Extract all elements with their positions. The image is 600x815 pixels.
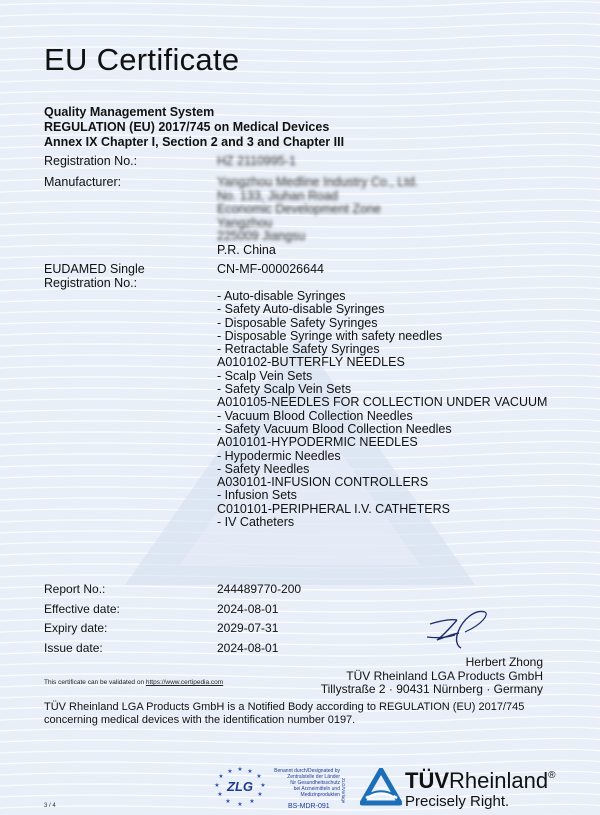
zlg-authority-line: für Gesundheitsschutz — [290, 780, 340, 786]
product-item: - Auto-disable Syringes — [217, 289, 346, 303]
product-category: C010101-PERIPHERAL I.V. CATHETERS — [217, 501, 450, 516]
effective-date-value: 2024-08-01 — [217, 601, 279, 616]
signer-block — [321, 656, 543, 697]
manufacturer-country: P.R. China — [217, 242, 276, 257]
svg-text:★: ★ — [249, 799, 255, 805]
expiry-date-label: Expiry date: — [44, 621, 108, 635]
expiry-date-value: 2029-07-31 — [217, 621, 279, 635]
zlg-logo-icon — [212, 764, 268, 810]
zlg-authority-line: bei Arzneimitteln und — [293, 786, 340, 792]
manufacturer-street: No. 133, Jiuhan Road — [217, 188, 338, 203]
svg-text:★: ★ — [260, 783, 266, 789]
product-item: - Vacuum Blood Collection Needles — [217, 408, 413, 423]
scope-line-3: Annex IX Chapter I, Section 2 and 3 and Chapter III — [44, 135, 345, 149]
effective-date-label: Effective date: — [44, 601, 120, 616]
product-item: - Disposable Safety Syringes — [217, 315, 378, 330]
svg-text:★: ★ — [214, 783, 220, 789]
expiry-date-row — [44, 621, 344, 641]
validation-note — [44, 679, 223, 686]
eudamed-label-line-1: EUDAMED Single — [44, 262, 145, 276]
scope-line-2: REGULATION (EU) 2017/745 on Medical Devices — [44, 120, 330, 134]
product-category: A010102-BUTTERFLY NEEDLES — [217, 355, 405, 370]
effective-date-row — [44, 602, 344, 622]
svg-text:★: ★ — [227, 769, 233, 775]
report-no-label: Report No.: — [44, 582, 106, 596]
certipedia-link[interactable]: https://www.certipedia.com — [145, 679, 224, 686]
product-item: - Retractable Safety Syringes — [217, 342, 380, 357]
product-item: - Safety Scalp Vein Sets — [217, 382, 352, 397]
product-item: - Safety Vacuum Blood Collection Needles — [217, 421, 452, 436]
manufacturer-label: Manufacturer: — [44, 175, 122, 189]
registration-no-value: HZ 2110995-1 — [217, 154, 296, 168]
svg-text:★: ★ — [218, 774, 224, 780]
svg-text:★: ★ — [247, 769, 253, 775]
registration-no-label: Registration No.: — [44, 154, 138, 168]
zlg-designated-by: Benannt durch/Designated by — [274, 768, 340, 774]
product-list — [217, 290, 547, 529]
product-item: - Disposable Syringe with safety needles — [217, 328, 443, 343]
product-item: - Hypodermic Needles — [217, 448, 341, 463]
signature-icon — [425, 604, 495, 649]
validation-text: This certificate can be validated on — [44, 679, 146, 686]
issue-date-label: Issue date: — [44, 640, 103, 655]
product-item: - Scalp Vein Sets — [217, 368, 313, 383]
issue-date-row — [44, 641, 344, 661]
product-item: - Infusion Sets — [217, 488, 297, 503]
svg-text:★: ★ — [225, 799, 231, 805]
eudamed-label-line-2: Registration No.: — [44, 275, 138, 290]
manufacturer-zone: Economic Development Zone — [217, 202, 381, 216]
page-number: 3 / 4 — [44, 803, 56, 809]
tuv-brand-wordmark — [405, 768, 555, 794]
notified-body-statement: TÜV Rheinland LGA Products GmbH is a Notified Body according to REGULATION (EU) 2017/745 concerning medical devices with the identification number 0197. — [44, 701, 525, 726]
zlg-code: BS-MDR-091 — [288, 803, 330, 810]
product-item: - Safety Needles — [217, 461, 310, 476]
rheinland-wordmark: Rheinland — [449, 768, 549, 793]
signer-name: Herbert Zhong — [465, 655, 543, 669]
tuv-triangle-logo-icon — [360, 768, 402, 806]
page-title: EU Certificate — [44, 42, 240, 77]
product-item: - Safety Auto-disable Syringes — [217, 302, 385, 317]
svg-text:★: ★ — [237, 802, 243, 808]
manufacturer-city: Yangzhou — [217, 215, 273, 230]
product-category: A010105-NEEDLES FOR COLLECTION UNDER VACUUM — [217, 395, 548, 410]
svg-text:★: ★ — [256, 774, 262, 780]
scope-line-1: Quality Management System — [44, 105, 215, 119]
svg-text:ZLG: ZLG — [227, 779, 253, 794]
eudamed-label — [44, 263, 145, 290]
product-category: A030101-INFUSION CONTROLLERS — [217, 475, 429, 490]
zlg-designation — [268, 768, 340, 798]
eudamed-value: CN-MF-000026644 — [217, 262, 324, 276]
tuv-wordmark-bold: TÜV — [405, 768, 449, 793]
report-no-value: 244489770-200 — [217, 582, 302, 596]
certificate-scope — [44, 105, 344, 150]
registered-mark: ® — [548, 770, 556, 781]
zlg-authority-line: Zentralstelle der Länder — [287, 774, 340, 780]
manufacturer-address — [217, 176, 418, 257]
zlg-authority-line: Medizinprodukten — [300, 792, 340, 798]
signer-company: TÜV Rheinland LGA Products GmbH — [346, 668, 543, 683]
manufacturer-name: Yangzhou Medline Industry Co., Ltd. — [217, 175, 419, 189]
svg-text:★: ★ — [217, 792, 223, 798]
report-details — [44, 582, 344, 660]
signer-address: Tillystraße 2 · 90431 Nürnberg · Germany — [320, 682, 543, 696]
product-category: A010101-HYPODERMIC NEEDLES — [217, 435, 418, 450]
product-item: - IV Catheters — [217, 515, 295, 530]
svg-text:★: ★ — [237, 767, 243, 773]
brand-slogan: Precisely Right. — [405, 793, 510, 810]
issue-date-value: 2024-08-01 — [217, 640, 279, 655]
report-no-row — [44, 582, 344, 602]
zlg-side-label: ZLG/Vorlage — [341, 778, 346, 804]
manufacturer-postal: 225009 Jiangsu — [217, 229, 306, 243]
svg-text:★: ★ — [257, 792, 263, 798]
